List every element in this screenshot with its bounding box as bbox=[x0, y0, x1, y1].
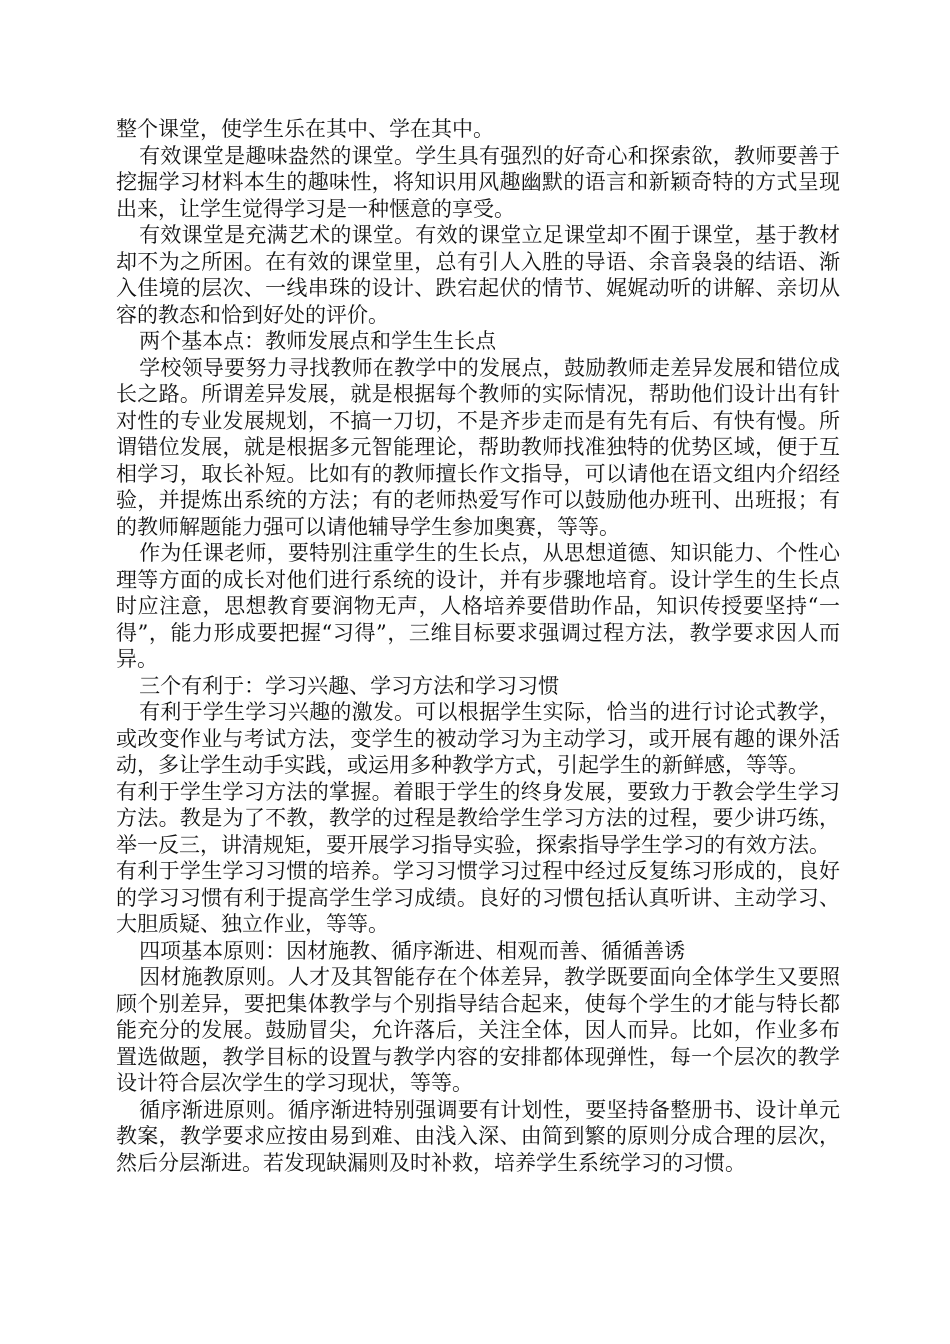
paragraph-9: 有利于学生学习方法的掌握。着眼于学生的终身发展，要致力于教会学生学习方法。教是为了不教，教学的过程是教给学生学习方法的过程，要少讲巧练，举一反三，讲清规矩，要开展学习指导实验，探索指导学生学习的有效方法。 bbox=[116, 779, 840, 857]
paragraph-6: 作为任课老师，要特别注重学生的生长点，从思想道德、知识能力、个性心理等方面的成长对他们进行系统的设计，并有步骤地培育。设计学生的生长点时应注意，思想教育要润物无声，人格培养要借助作品，知识传授要坚持“一得”，能力形成要把握“习得”，三维目标要求强调过程方法，教学要求因人而异。 bbox=[116, 541, 840, 671]
paragraph-2: 有效课堂是趣味盎然的课堂。学生具有强烈的好奇心和探索欲，教师要善于挖掘学习材料本生的趣味性，将知识用风趣幽默的语言和新颖奇特的方式呈现出来，让学生觉得学习是一种惬意的享受。 bbox=[116, 143, 840, 221]
paragraph-13: 循序渐进原则。循序渐进特别强调要有计划性，要坚持备整册书、设计单元教案，教学要求应按由易到难、由浅入深、由简到繁的原则分成合理的层次，然后分层渐进。若发现缺漏则及时补救，培养学生系统学习的习惯。 bbox=[116, 1097, 840, 1175]
paragraph-3: 有效课堂是充满艺术的课堂。有效的课堂立足课堂却不囿于课堂，基于教材却不为之所困。在有效的课堂里，总有引人入胜的导语、余音袅袅的结语、渐入佳境的层次、一线串珠的设计、跌宕起伏的情节、娓娓动听的讲解、亲切从容的教态和恰到好处的评价。 bbox=[116, 223, 840, 327]
paragraph-8: 有利于学生学习兴趣的激发。可以根据学生实际，恰当的进行讨论式教学，或改变作业与考试方法，变学生的被动学习为主动学习，或开展有趣的课外活动，多让学生动手实践，或运用多种教学方式，引起学生的新鲜感，等等。 bbox=[116, 700, 840, 777]
section-heading-three-benefits: 三个有利于：学习兴趣、学习方法和学习习惯 bbox=[139, 673, 560, 698]
section-heading-two-points: 两个基本点：教师发展点和学生生长点 bbox=[139, 329, 497, 353]
paragraph-12: 因材施教原则。人才及其智能存在个体差异，教学既要面向全体学生又要照顾个别差异，要把集体教学与个别指导结合起来，使每个学生的才能与特长都能充分的发展。鼓励冒尖，允许落后，关注全体，因人而异。比如，作业多布置选做题，教学目标的设置与教学内容的安排都体现弹性，每一个层次的教学设计符合层次学生的学习现状，等等。 bbox=[116, 965, 840, 1095]
paragraph-10: 有利于学生学习习惯的培养。学习习惯学习过程中经过反复练习形成的，良好的学习习惯有利于提高学生学习成绩。良好的习惯包括认真听讲、主动学习、大胆质疑、独立作业，等等。 bbox=[116, 859, 840, 936]
document-body bbox=[116, 116, 840, 1176]
section-heading-four-principles: 四项基本原则：因材施教、循序渐进、相观而善、循循善诱 bbox=[139, 938, 686, 963]
paragraph-5: 学校领导要努力寻找教师在教学中的发展点，鼓励教师走差异发展和错位成长之路。所谓差异发展，就是根据每个教师的实际情况，帮助他们设计出有针对性的专业发展规划，不搞一刀切，不是齐步走而是有先有后、有快有慢。所谓错位发展，就是根据多元智能理论，帮助教师找准独特的优势区域，便于互相学习，取长补短。比如有的教师擅长作文指导，可以请他在语文组内介绍经验，并提炼出系统的方法；有的老师热爱写作可以鼓励他办班刊、出班报；有的教师解题能力强可以请他辅导学生参加奥赛，等等。 bbox=[116, 355, 840, 539]
paragraph-1: 整个课堂，使学生乐在其中、学在其中。 bbox=[116, 117, 494, 141]
